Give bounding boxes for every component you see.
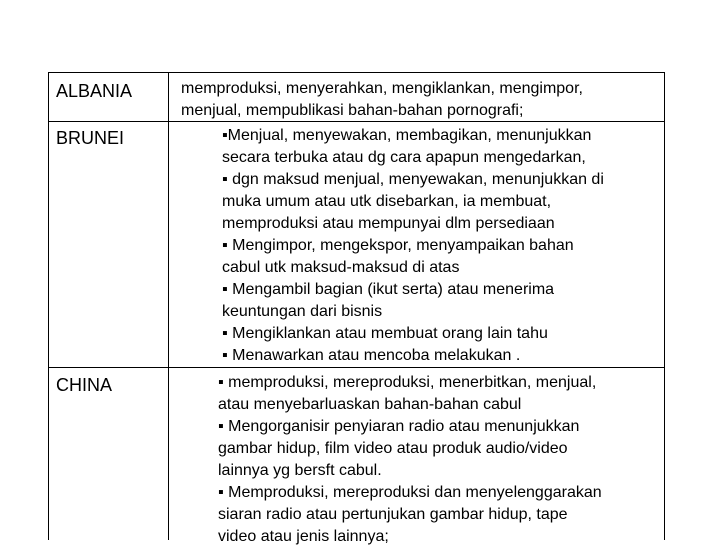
- provision-line: secara terbuka atau dg cara apapun mengedarkan,: [222, 149, 586, 166]
- provision-line: ▪ Mengambil bagian (ikut serta) atau menerima: [222, 281, 555, 298]
- row-divider: [48, 367, 665, 368]
- provision-line: ▪ Menawarkan atau mencoba melakukan .: [222, 347, 521, 364]
- provisions-brunei: [222, 125, 604, 367]
- provision-line: atau menyebarluaskan bahan-bahan cabul: [218, 396, 522, 413]
- provision-line: menjual, mempublikasi bahan-bahan pornografi;: [181, 102, 524, 119]
- provision-line: ▪ Memproduksi, mereproduksi dan menyelenggarakan: [218, 484, 602, 501]
- provision-line: memproduksi atau mempunyai dlm persediaan: [222, 215, 555, 232]
- provisions-china: [218, 372, 602, 548]
- provision-line: ▪ memproduksi, mereproduksi, menerbitkan, menjual,: [218, 374, 597, 391]
- table-top-border: [48, 72, 665, 73]
- provision-line: lainnya yg bersft cabul.: [218, 462, 382, 479]
- table-left-border: [48, 72, 49, 540]
- provision-line: muka umum atau utk disebarkan, ia membuat,: [222, 193, 552, 210]
- provision-line: keuntungan dari bisnis: [222, 303, 383, 320]
- country-label-albania: ALBANIA: [56, 81, 133, 101]
- provision-line: ▪ Mengimpor, mengekspor, menyampaikan bahan: [222, 237, 574, 254]
- provision-line: cabul utk maksud-maksud di atas: [222, 259, 460, 276]
- provision-line: gambar hidup, film video atau produk audio/video: [218, 440, 568, 457]
- table-right-border: [664, 72, 665, 540]
- provision-line: siaran radio atau pertunjukan gambar hidup, tape: [218, 506, 568, 523]
- provisions-albania: [181, 78, 583, 122]
- provision-line: ▪ Mengorganisir penyiaran radio atau menunjukkan: [218, 418, 580, 435]
- country-label-brunei: BRUNEI: [56, 128, 125, 148]
- country-label-china: CHINA: [56, 375, 113, 395]
- provision-line: ▪Menjual, menyewakan, membagikan, menunjukkan: [222, 127, 592, 144]
- provision-line: memproduksi, menyerahkan, mengiklankan, mengimpor,: [181, 80, 583, 97]
- column-divider: [168, 72, 169, 540]
- provision-line: video atau jenis lainnya;: [218, 528, 389, 545]
- provision-line: ▪ Mengiklankan atau membuat orang lain tahu: [222, 325, 548, 342]
- provision-line: ▪ dgn maksud menjual, menyewakan, menunjukkan di: [222, 171, 604, 188]
